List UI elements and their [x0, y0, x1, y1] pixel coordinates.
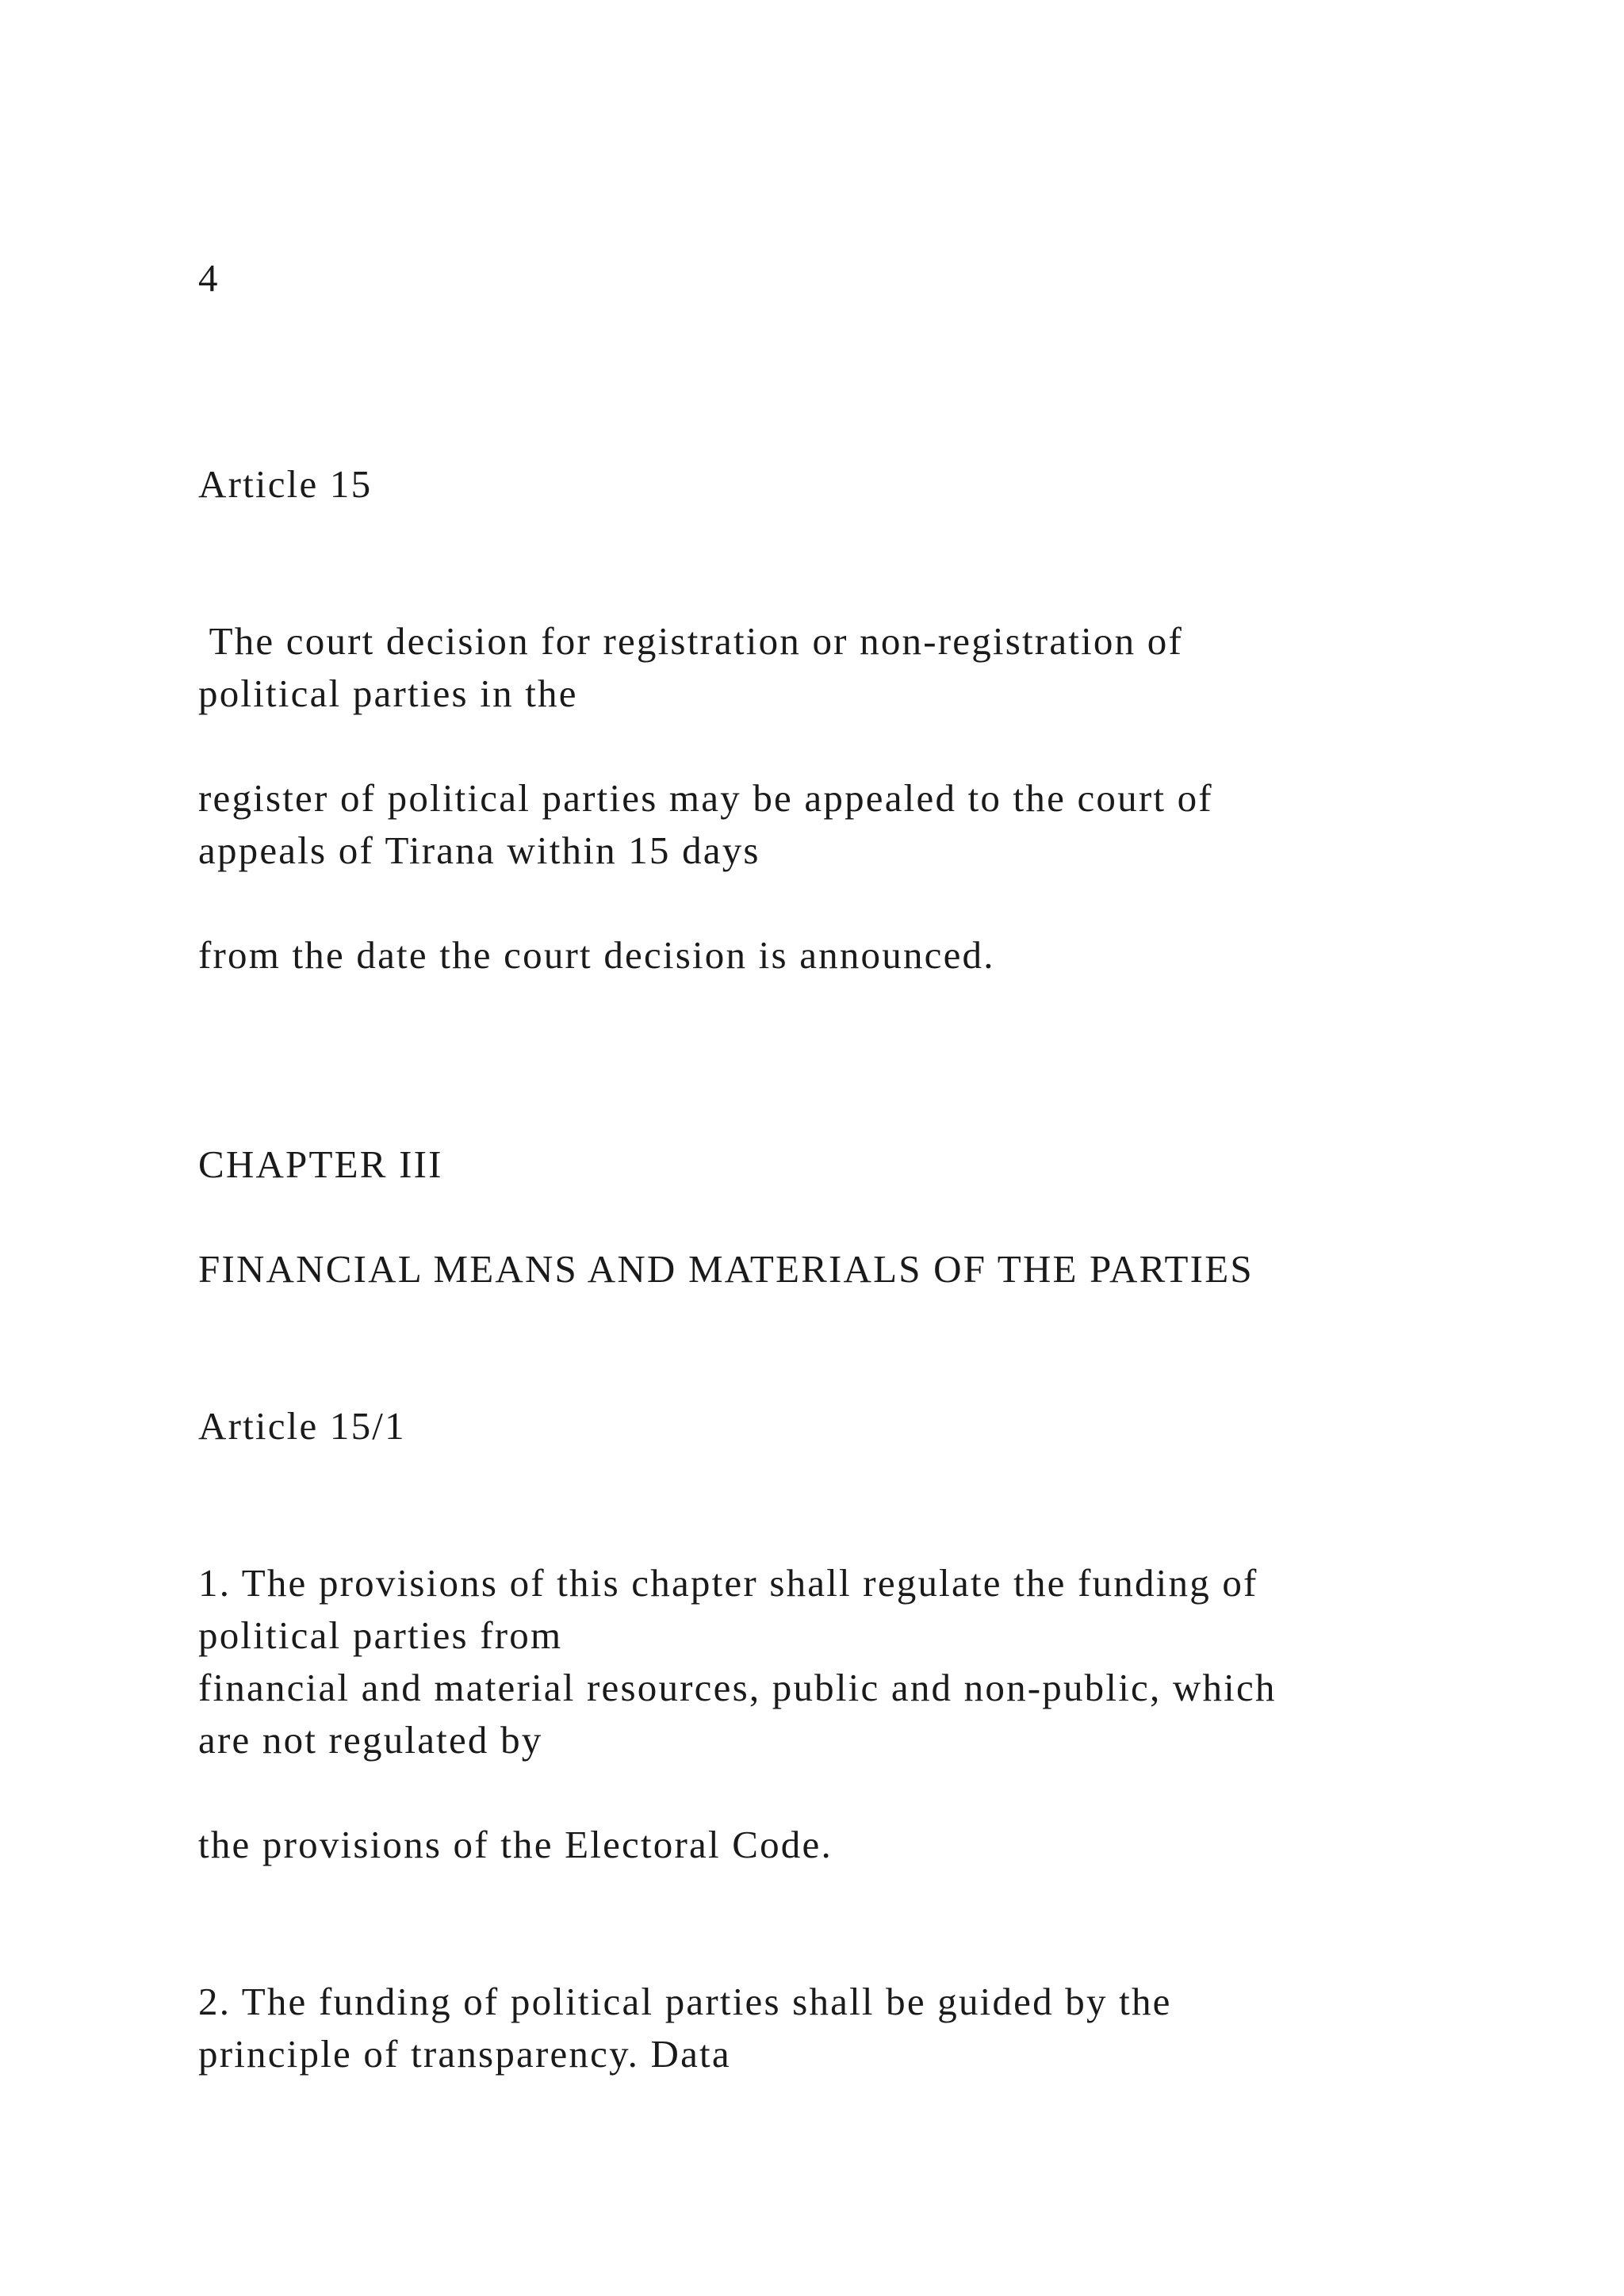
text-line: are not regulated by — [198, 1718, 543, 1762]
text-line: political parties in the — [198, 672, 578, 715]
article-15-heading: Article 15 — [198, 462, 373, 506]
text-line: from the date the court decision is announced. — [198, 933, 995, 977]
text-line: 1. The provisions of this chapter shall regulate the funding of — [198, 1561, 1258, 1605]
text-line: political parties from — [198, 1613, 563, 1657]
text-line: The court decision for registration or non-registration of — [198, 619, 1183, 663]
chapter-title: FINANCIAL MEANS AND MATERIALS OF THE PARTIES — [198, 1247, 1254, 1291]
text-line: register of political parties may be appealed to the court of — [198, 776, 1213, 820]
article-15-1-heading: Article 15/1 — [198, 1404, 406, 1448]
text-line: 2. The funding of political parties shall be guided by the — [198, 1980, 1172, 2023]
page-number: 4 — [198, 256, 220, 300]
text-line: principle of transparency. Data — [198, 2032, 731, 2076]
chapter-heading: CHAPTER III — [198, 1142, 443, 1186]
text-line: appeals of Tirana within 15 days — [198, 828, 760, 872]
text-line: financial and material resources, public and non-public, which — [198, 1666, 1277, 1709]
text-line: the provisions of the Electoral Code. — [198, 1823, 833, 1866]
